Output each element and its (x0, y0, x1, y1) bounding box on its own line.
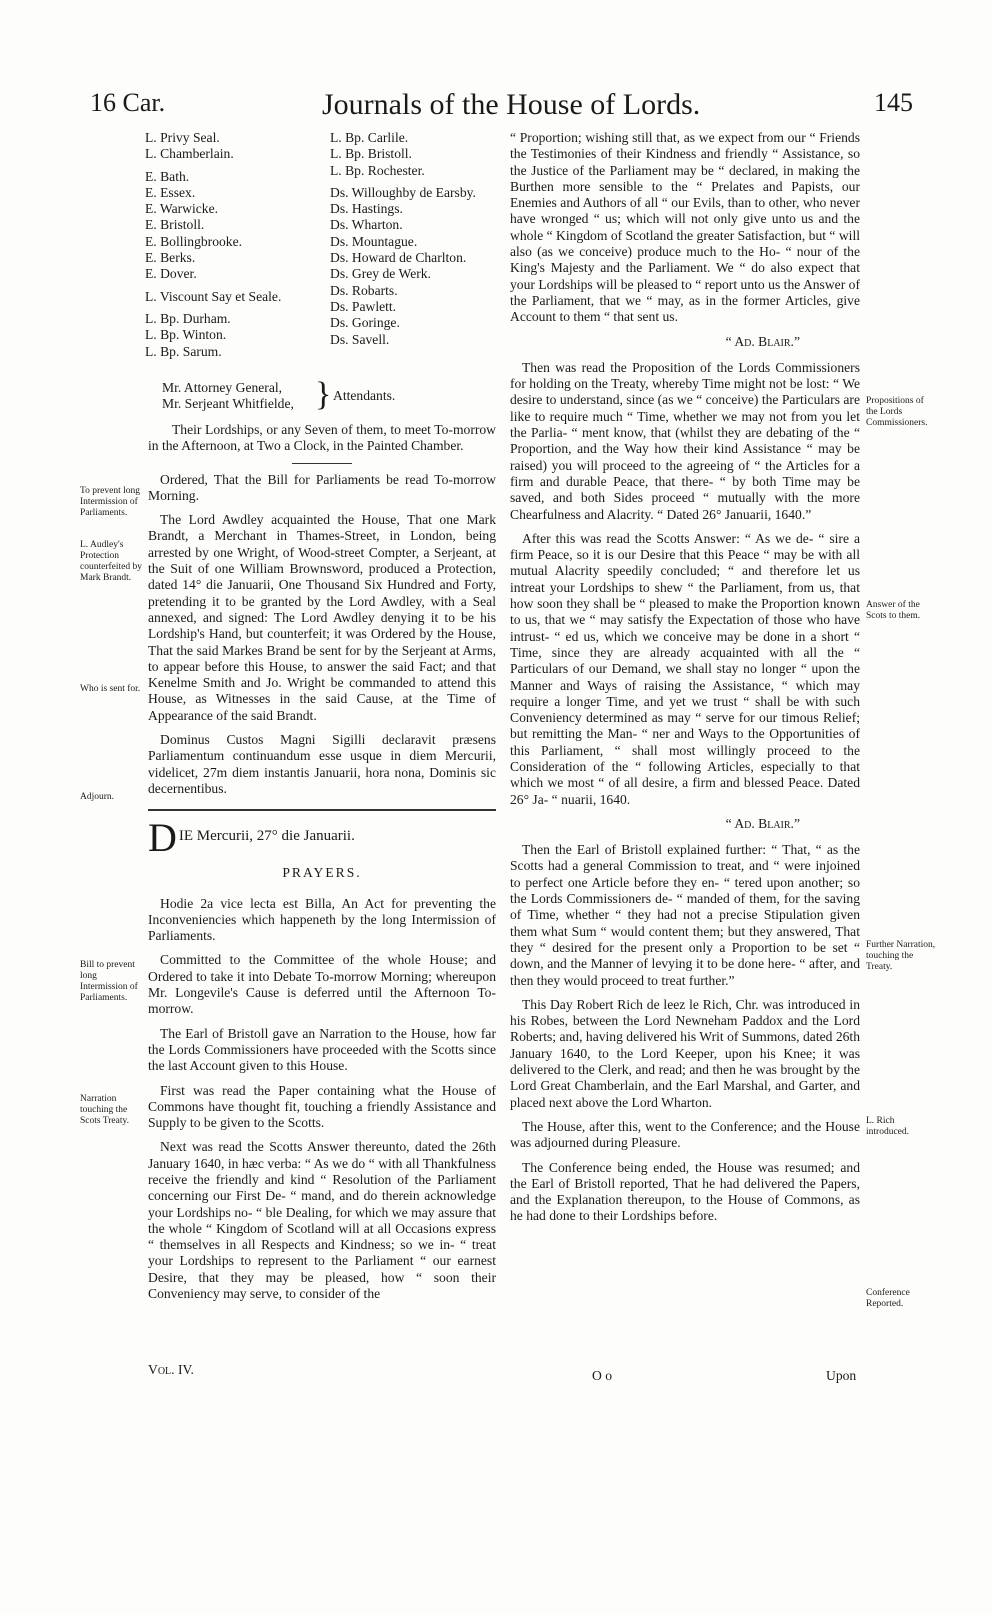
paragraph: First was read the Paper containing what the House of Commons have thought fit, touching a friendly Assistance and Supply to be given to the Scotts. (148, 1082, 496, 1131)
attendant-name: Mr. Attorney General, (162, 380, 283, 395)
lord-name: L. Bp. Carlile. (330, 130, 409, 145)
lord-name: Ds. Savell. (330, 331, 390, 347)
lord-name: Ds. Howard de Charlton. (330, 250, 467, 266)
paragraph: The Earl of Bristoll gave an Narration to the House, how far the Lords Commissioners have proceeded with the Scotts since the last Account given to this House. (148, 1025, 496, 1074)
paragraph: The House, after this, went to the Conference; and the House was adjourned during Pleasure. (510, 1118, 860, 1151)
journal-title: Journals of the House of Lords. (322, 88, 701, 121)
lord-name: L. Bp. Rochester. (330, 162, 425, 178)
lord-name: E. Warwicke. (145, 201, 219, 217)
drop-cap: D (148, 819, 177, 856)
attendant-name: Mr. Serjeant Whitfielde, (162, 396, 294, 412)
lord-name: L. Bp. Durham. (145, 310, 231, 326)
lord-name: E. Berks. (145, 250, 196, 266)
margin-note: L. Audley's Protection counterfeited by Mark Brandt. (80, 540, 142, 583)
margin-note: Adjourn. (80, 792, 115, 802)
margin-note: Answer of the Scots to them. (866, 600, 921, 621)
margin-note: Conference Reported. (866, 1288, 910, 1309)
margin-note: To prevent long Intermission of Parliaments. (80, 486, 141, 518)
volume-label: Vol. IV. (148, 1362, 194, 1377)
paragraph: Then was read the Proposition of the Lords Commissioners for holding on the Treaty, whereby Time might not be lost: “ We desire to understand, since (as we “ conceive) the Particulars are like to require much “ Time, whether we may not from you let the Parlia- “ ment know, that (whilst they are debating of the “ Proportion, and the Way how their kind Assistance “ may be raised) you will proceed to the agreeing of “ the Articles for a firm and durable Peace, that there- “ by both Time may be saved, and both Sides proceed “ mutually with the more Chearfulness and Alacrity. “ Dated 26° Januarii, 1640.” (510, 359, 860, 522)
running-header (0, 88, 992, 128)
lord-name: Ds. Grey de Werk. (330, 266, 431, 282)
margin-note: Propositions of the Lords Commissioners. (866, 396, 928, 428)
paragraph: Ordered, That the Bill for Parliaments be read To-morrow Morning. (148, 471, 496, 503)
lord-name: Ds. Pawlett. (330, 298, 397, 314)
margin-note: Who is sent for. (80, 684, 141, 694)
lord-name: Ds. Robarts. (330, 282, 398, 298)
date-heading: IE Mercurii, 27° die Januarii. (178, 828, 355, 845)
lord-name: E. Bollingbrooke. (145, 233, 243, 249)
lord-name: E. Essex. (145, 184, 196, 200)
page-number: 145 (874, 88, 913, 117)
brace-glyph: } (315, 376, 332, 413)
catchword: Upon (826, 1368, 857, 1383)
paragraph: The Lord Awdley acquainted the House, That one Mark Brandt, a Merchant in Thames-Street, in London, being arrested by one Wright, of Wood-street Compter, a Serjeant, at the Suit of one William Brownsword, produced a Protection, dated 14° die Januarii, One Thousand Six Hundred and Forty, pretending it to be granted by the Lord Awdley, with a Seal annexed, and signed: The Lord Awdley denying it to be his Lordship's Hand, but counterfeit; it was Ordered by the House, That the said Markes Brand be sent for by the Serjeant at Arms, to appear before this House, to answer the said Fact; and that Kenelme Smith and Jo. Wright be commanded to attend this House, as Witnesses in the said Cause, at the Time of Appearance of the said Brandt. (148, 512, 496, 723)
lord-name: E. Bath. (145, 168, 190, 184)
lord-name: L. Bp. Winton. (145, 327, 227, 343)
paragraph: Next was read the Scotts Answer thereunto, dated the 26th January 1640, in hæc verba: “ As we do “ with all Thankfulness receive the friendly and kind “ Resolution of the Parliament concerning our First De- “ mand, and do therein acknowledge your Lordships no- “ ble Dealing, for which we may assure that the whole “ Kingdom of Scotland will at all Occasions express “ themselves in all Respects and Kindness; so we in- “ treat your Lordships to represent to the Parliament “ our earnest Desire, that they may be pleased, how “ soon their Conveniency may serve, to consider of the (148, 1139, 496, 1302)
lord-name: Ds. Hastings. (330, 201, 403, 217)
margin-note: Bill to prevent long Intermission of Parliaments. (80, 960, 138, 1003)
paragraph: Dominus Custos Magni Sigilli declaravit præsens Parliamentum continuandum esse usque in diem Mercurii, videlicet, 27m diem instantis Januarii, hora nona, Dominis sic decernentibus. (148, 732, 496, 796)
lord-name: L. Chamberlain. (145, 146, 234, 162)
paragraph: After this was read the Scotts Answer: “ As we de- “ sire a firm Peace, so it is our Desire that this Peace “ may be with all mutual Alacrity speedily concluded; “ and therefore let us intreat your Lordships to shew “ the Parliament, from us, that how soon they shall be “ pleased to make the Proportion known to us, that we “ may satisfy the Expectation of those who have intrust- “ ed us, which we conceive may be done in a short “ Time, since they are already acquainted with all the “ Particulars of our Demand, we shall stay no longer “ upon the Manner and Ways of raising the Assistance, “ which may require a longer Time, and yet we trust “ shall be with such Conveniency determined as may “ serve for our timous Relief; but remitting the Man- “ ner and Ways to the Opportunities of this Parliament, “ shall most willingly proceed to the Consideration of the “ following Articles, especially to that which we most “ of all desire, a firm and blessed Peace. Dated 26° Ja- “ nuarii, 1640. (510, 530, 860, 807)
paragraph: Hodie 2a vice lecta est Billa, An Act for preventing the Inconveniencies which happeneth by the long Intermission of Parliaments. (148, 895, 496, 944)
signature-mark: O o (592, 1368, 613, 1383)
margin-note: Narration touching the Scots Treaty. (80, 1094, 130, 1126)
signature: “ Ad. Blair.” (725, 333, 800, 349)
margin-note: Further Narration, touching the Treaty. (866, 940, 936, 972)
regnal-year: 16 Car. (90, 88, 166, 117)
signature: “ Ad. Blair.” (725, 815, 800, 831)
attendants-label: Attendants. (333, 388, 396, 403)
lord-name: Ds. Mountague. (330, 233, 418, 249)
sitting-date (148, 819, 496, 855)
lord-name: L. Bp. Bristoll. (330, 146, 412, 162)
paragraph: Committed to the Committee of the whole House; and Ordered to take it into Debate To-morrow Morning; whereupon Mr. Longevile's Cause is deferred until the Afternoon To-morrow. (148, 952, 496, 1017)
paragraph: Their Lordships, or any Seven of them, to meet To-morrow in the Afternoon, at Two a Clock, in the Painted Chamber. (148, 422, 496, 454)
margin-note: L. Rich introduced. (866, 1116, 910, 1137)
left-column (148, 422, 496, 1310)
lords-present-col2 (330, 130, 476, 348)
right-column (510, 130, 860, 1233)
lord-name: Ds. Wharton. (330, 217, 403, 233)
lord-name: L. Bp. Sarum. (145, 343, 222, 359)
paragraph: “ Proportion; wishing still that, as we expect from our “ Friends the Testimonies of their Kindness and friendly “ Assistance, so the Justice of the Parliament may be “ declared, in making the Burthen more sensible to the “ Prelates and Papists, our Enemies and Authors of all “ our Evils, than to other, who never have wronged “ us; which will not only give unto us and the whole “ Kingdom of Scotland the greater Satisfaction, but “ will also (as we conceive) produce much to the Ho- “ nour of the King's Majesty and the Parliament. We “ do also expect that your Lordships will be pleased to “ report unto us the Answer of the Parliament, that we “ may, as in the former Articles, give Account to them “ that sent us. (510, 130, 860, 325)
lord-name: E. Bristoll. (145, 217, 205, 233)
lord-name: Ds. Goringe. (330, 315, 400, 331)
lord-name: E. Dover. (145, 266, 197, 282)
lord-name: L. Privy Seal. (145, 130, 220, 145)
paragraph: Then the Earl of Bristoll explained further: “ That, “ as the Scotts had a general Commission to treat, and “ were injoined to perfect one Article before they en- “ tered upon another; so the Lords Commissioners de- “ manded of them, for the saving of Time, whether “ they had not a precise Stipulation given them what Sum “ would content them; but they answered, That they “ desired for the present only a Proportion to be set “ down, and the Manner of levying it to be done here- “ after, and then they would proceed to treat further.” (510, 842, 860, 988)
lord-name: Ds. Willoughby de Earsby. (330, 184, 476, 200)
paragraph: This Day Robert Rich de leez le Rich, Chr. was introduced in his Robes, between the Lord Newneham Paddox and the Lord Roberts; and, having delivered his Writ of Summons, dated 26th January 1640, to the Lord Keeper, upon his Knee; it was delivered to the Clerk, and read; and then he was brought by the Lord Great Chamberlain, and the Earl Marshal, and Garter, and placed next above the Lord Wharton. (510, 996, 860, 1110)
paragraph: The Conference being ended, the House was resumed; and the Earl of Bristoll reported, That he had delivered the Papers, and the Explanation thereupon, to the House of Commons, as he had done to their Lordships before. (510, 1159, 860, 1224)
lord-name: L. Viscount Say et Seale. (145, 288, 282, 304)
prayers-heading: PRAYERS. (282, 865, 362, 881)
lords-present-col1 (145, 130, 281, 360)
attendants-names (162, 380, 294, 413)
